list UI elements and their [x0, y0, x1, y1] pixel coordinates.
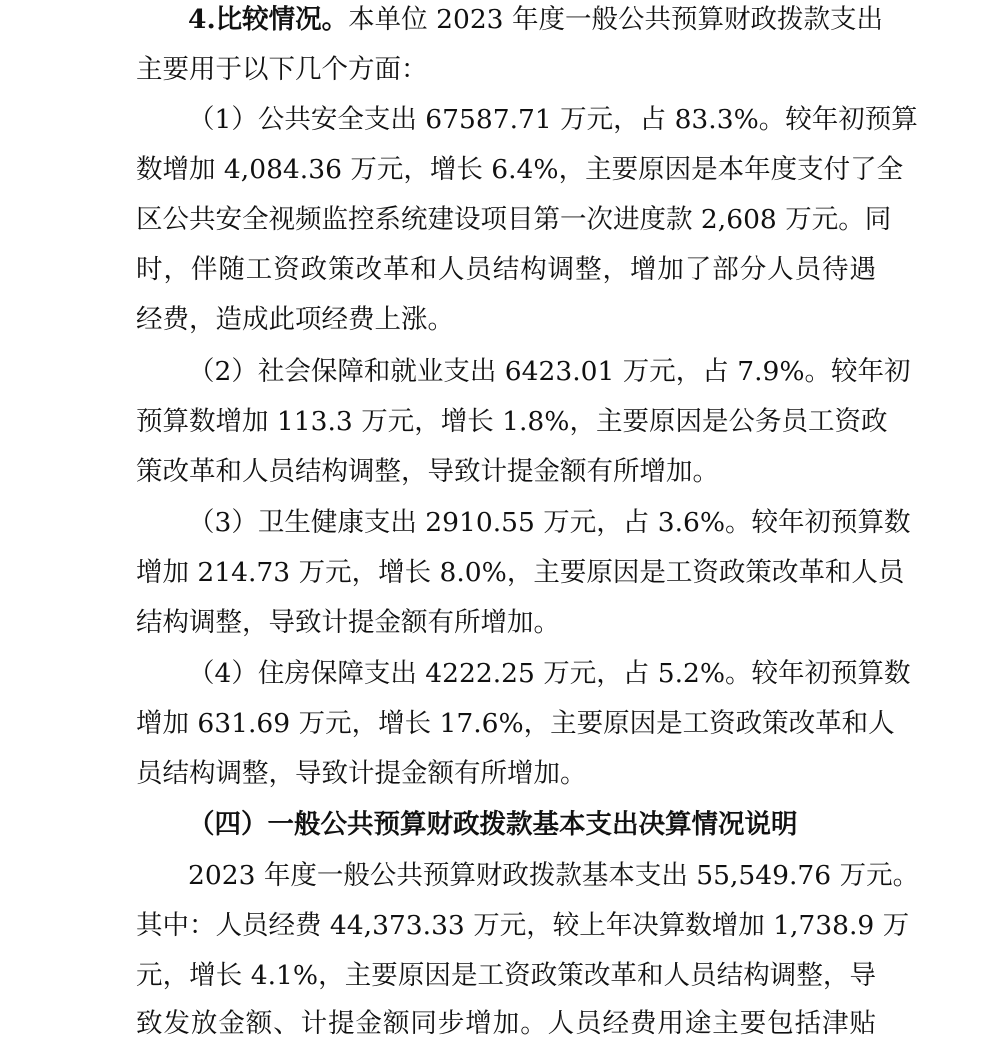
item4-line1: （4）住房保障支出 4222.25 万元，占 5.2%。较年初预算数	[188, 658, 911, 689]
final-para-line4: 致发放金额、计提金额同步增加。人员经费用途主要包括津贴	[136, 1008, 876, 1039]
item2-line3: 策改革和人员结构调整，导致计提金额有所增加。	[136, 456, 719, 487]
final-para-line2: 其中：人员经费 44,373.33 万元，较上年决算数增加 1,738.9 万	[136, 910, 910, 941]
section4-line1-text: 本单位 2023 年度一般公共预算财政拨款支出	[348, 4, 883, 35]
item4-line2: 增加 631.69 万元，增长 17.6%，主要原因是工资政策改革和人	[136, 708, 895, 739]
item3-line3: 结构调整，导致计提金额有所增加。	[136, 607, 560, 638]
section4-line1	[136, 0, 883, 40]
item2-line2: 预算数增加 113.3 万元，增长 1.8%，主要原因是公务员工资政	[136, 406, 888, 437]
section4-line2: 主要用于以下几个方面：	[136, 54, 428, 85]
item1-line3: 区公共安全视频监控系统建设项目第一次进度款 2,608 万元。同	[136, 204, 892, 235]
item1-line5: 经费，造成此项经费上涨。	[136, 304, 454, 335]
final-para-line3: 元，增长 4.1%，主要原因是工资政策改革和人员结构调整，导	[136, 960, 876, 991]
item1-line2: 数增加 4,084.36 万元，增长 6.4%，主要原因是本年度支付了全	[136, 154, 904, 185]
item4-line3: 员结构调整，导致计提金额有所增加。	[136, 758, 587, 789]
item1-line4: 时，伴随工资政策改革和人员结构调整，增加了部分人员待遇	[136, 254, 876, 285]
item2-line1: （2）社会保障和就业支出 6423.01 万元，占 7.9%。较年初	[188, 356, 911, 387]
item3-line2: 增加 214.73 万元，增长 8.0%，主要原因是工资政策改革和人员	[136, 557, 905, 588]
item3-line1: （3）卫生健康支出 2910.55 万元，占 3.6%。较年初预算数	[188, 507, 911, 538]
item1-line1: （1）公共安全支出 67587.71 万元，占 83.3%。较年初预算	[188, 104, 918, 135]
section-four-heading: （四）一般公共预算财政拨款基本支出决算情况说明	[188, 809, 798, 840]
section4-bold-lead: 4.比较情况。	[188, 4, 349, 35]
final-para-line1: 2023 年度一般公共预算财政拨款基本支出 55,549.76 万元。	[188, 860, 920, 891]
